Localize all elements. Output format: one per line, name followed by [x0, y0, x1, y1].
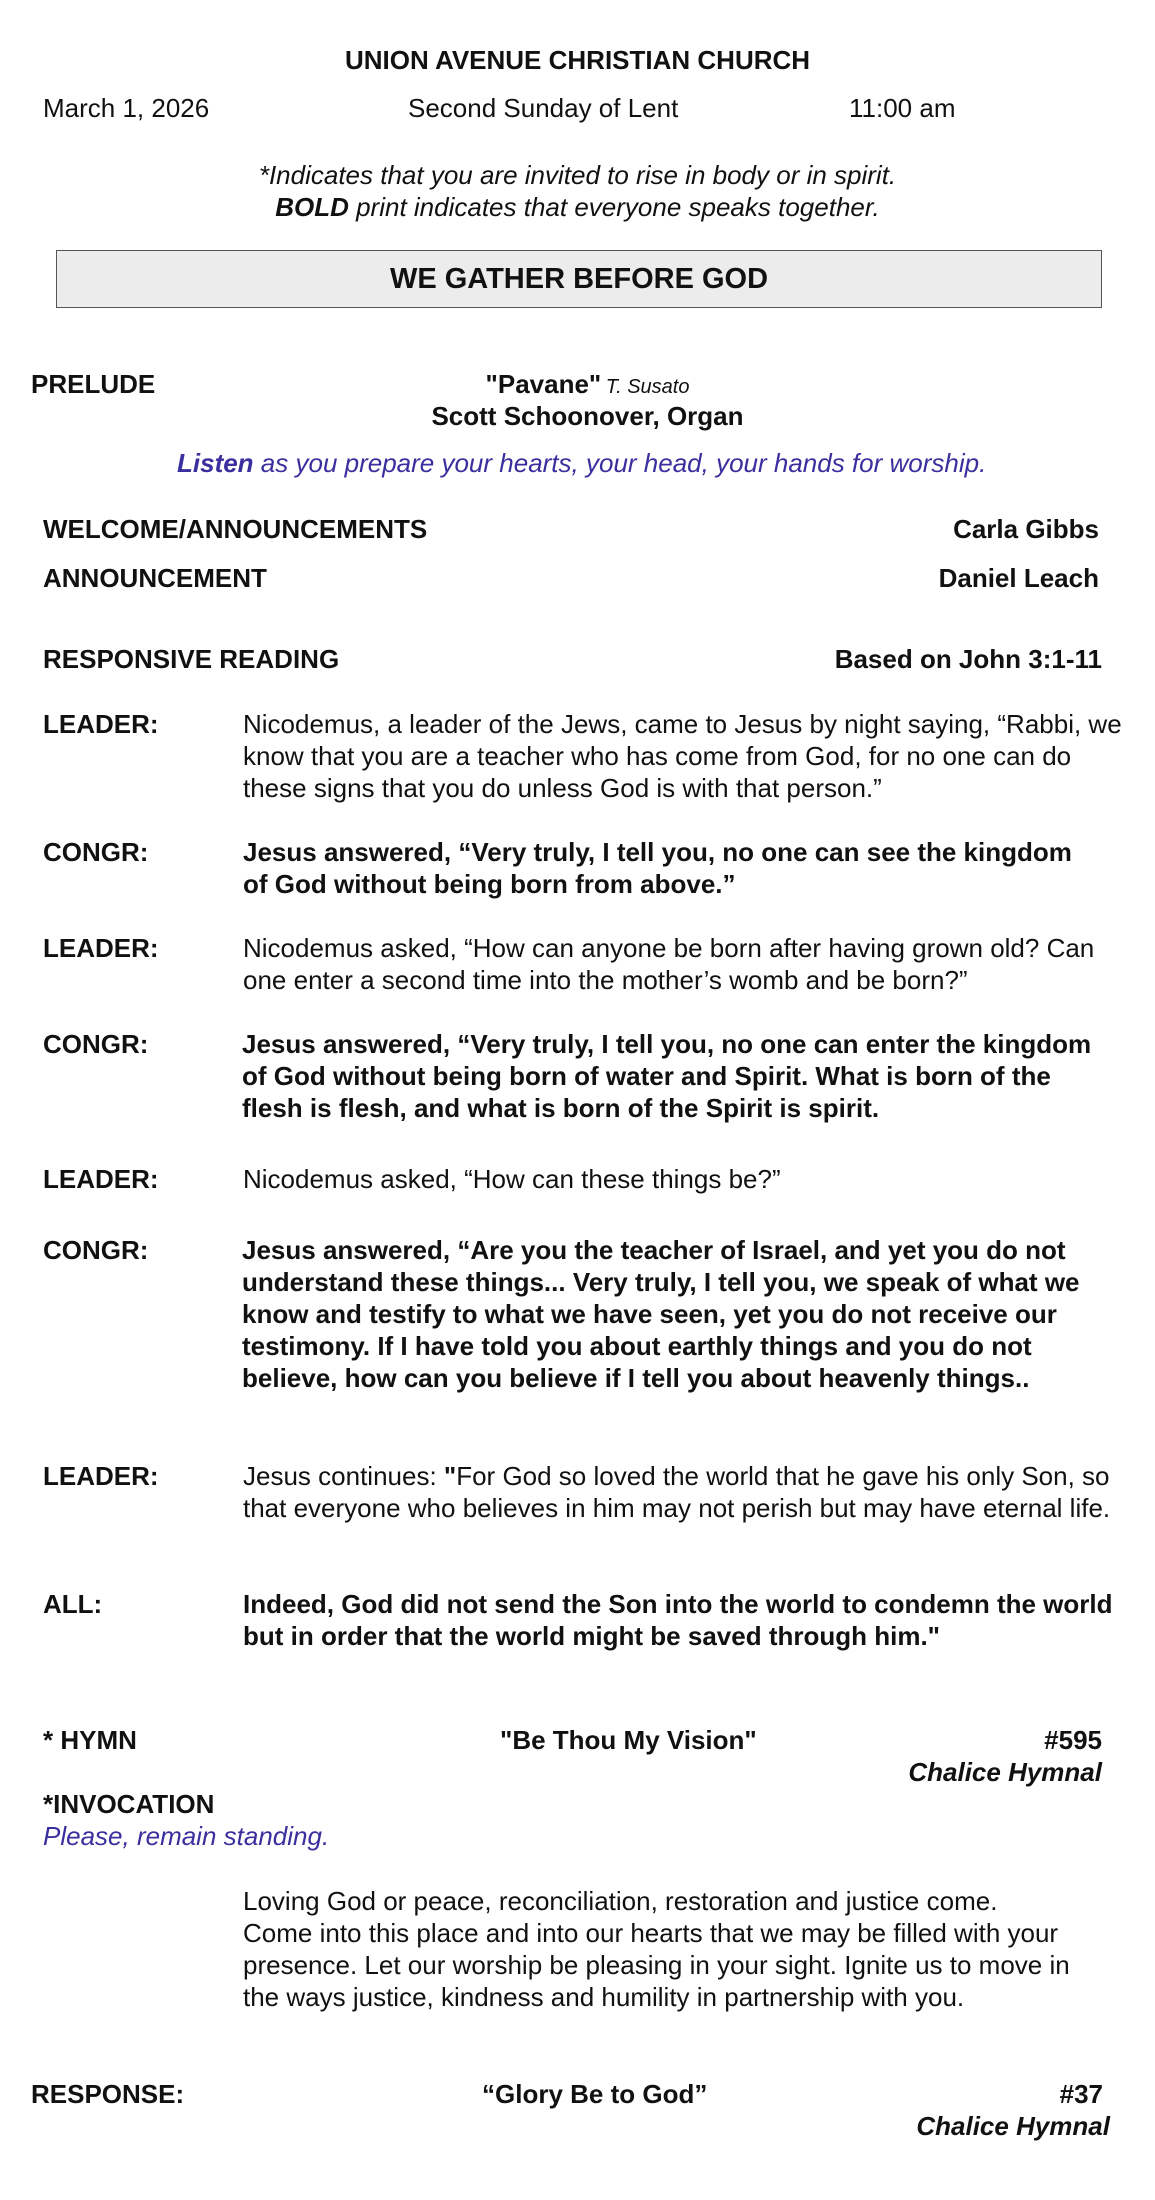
hymn-label: * HYMN	[43, 1725, 137, 1755]
reading-text: Jesus answered, “Very truly, I tell you, no one can enter the kingdom of God without being born of water and Spirit. What is born of the flesh is flesh, and what is born of the Spirit is spirit.	[242, 1029, 1092, 1123]
reading-label: RESPONSIVE READING	[43, 644, 340, 674]
welcome-label: WELCOME/ANNOUNCEMENTS	[43, 514, 428, 544]
prelude-instruction	[177, 447, 986, 479]
note-bold-word: BOLD	[275, 192, 349, 222]
prelude-performer: Scott Schoonover, Organ	[431, 401, 744, 431]
note-bold-rest: print indicates that everyone speaks together.	[348, 192, 880, 222]
prelude-instruction-bold: Listen	[177, 448, 254, 478]
reading-text	[243, 1460, 1123, 1524]
response-label: RESPONSE:	[31, 2079, 185, 2109]
invocation-instruction: Please, remain standing.	[43, 1821, 330, 1851]
prelude-label: PRELUDE	[31, 369, 156, 399]
prelude-title: "Pavane"	[485, 369, 602, 399]
reading-text: Jesus answered, “Are you the teacher of Israel, and yet you do not understand these things... Very truly, I tell you, we speak of what we know and testify to what we have seen, yet you do not receive our testimony. If I have told you about earthly things and you do not believe, how can you believe if I tell you about heavenly things..	[242, 1235, 1080, 1393]
service-occasion: Second Sunday of Lent	[408, 93, 679, 123]
reading-speaker: LEADER:	[43, 1461, 159, 1491]
reading-text: Nicodemus asked, “How can anyone be born after having grown old? Can one enter a second time into the mother’s womb and be born?”	[243, 933, 1095, 995]
reading-source: Based on John 3:1-11	[834, 644, 1102, 674]
section-title: WE GATHER BEFORE GOD	[389, 262, 769, 295]
section-banner	[56, 250, 1102, 308]
reading-speaker: CONGR:	[43, 837, 149, 867]
hymn-title: "Be Thou My Vision"	[500, 1725, 757, 1755]
response-number: #37	[1059, 2079, 1103, 2109]
church-name: UNION AVENUE CHRISTIAN CHURCH	[344, 45, 811, 75]
prelude-composer: T. Susato	[605, 376, 690, 398]
response-title: “Glory Be to God”	[482, 2079, 708, 2109]
reading-text: Jesus answered, “Very truly, I tell you, no one can see the kingdom of God without being born from above.”	[243, 837, 1072, 899]
reading-text: Nicodemus asked, “How can these things be?”	[243, 1164, 781, 1194]
announcement-label: ANNOUNCEMENT	[43, 563, 267, 593]
reading-text: Indeed, God did not send the Son into the world to condemn the world but in order that the world might be saved through him."	[243, 1589, 1113, 1651]
prelude-instruction-rest: as you prepare your hearts, your head, your hands for worship.	[253, 448, 987, 478]
hymn-number: #595	[1044, 1725, 1102, 1755]
note-bold	[0, 191, 1155, 223]
announcement-person: Daniel Leach	[938, 563, 1099, 593]
invocation-text: Loving God or peace, reconciliation, restoration and justice come. Come into this place and into our hearts that we may be filled with your presence. Let our worship be pleasing in your sight. Ignite us to move in the ways justice, kindness and humility in partnership with you.	[243, 1886, 1070, 2012]
reading-speaker: LEADER:	[43, 933, 159, 963]
reading-speaker: LEADER:	[43, 1164, 159, 1194]
note-stand: *Indicates that you are invited to rise in body or in spirit.	[258, 160, 897, 190]
reading-speaker: LEADER:	[43, 709, 159, 739]
reading-text-pre: Jesus continues:	[243, 1461, 444, 1491]
reading-text-post: For God so loved the world that he gave his only Son, so that everyone who believes in him may not perish but may have eternal life.	[243, 1461, 1111, 1523]
reading-speaker: CONGR:	[43, 1235, 149, 1265]
invocation-label: *INVOCATION	[43, 1789, 215, 1819]
service-time: 11:00 am	[849, 93, 956, 123]
reading-speaker: CONGR:	[43, 1029, 149, 1059]
reading-text: Nicodemus, a leader of the Jews, came to Jesus by night saying, “Rabbi, we know that you are a teacher who has come from God, for no one can do these signs that you do unless God is with that person.”	[243, 709, 1122, 803]
hymn-book: Chalice Hymnal	[908, 1757, 1102, 1787]
reading-speaker: ALL:	[43, 1589, 103, 1619]
service-date: March 1, 2026	[43, 93, 210, 123]
response-book: Chalice Hymnal	[916, 2111, 1110, 2141]
welcome-person: Carla Gibbs	[953, 514, 1099, 544]
reading-text-quote: "	[443, 1461, 457, 1491]
